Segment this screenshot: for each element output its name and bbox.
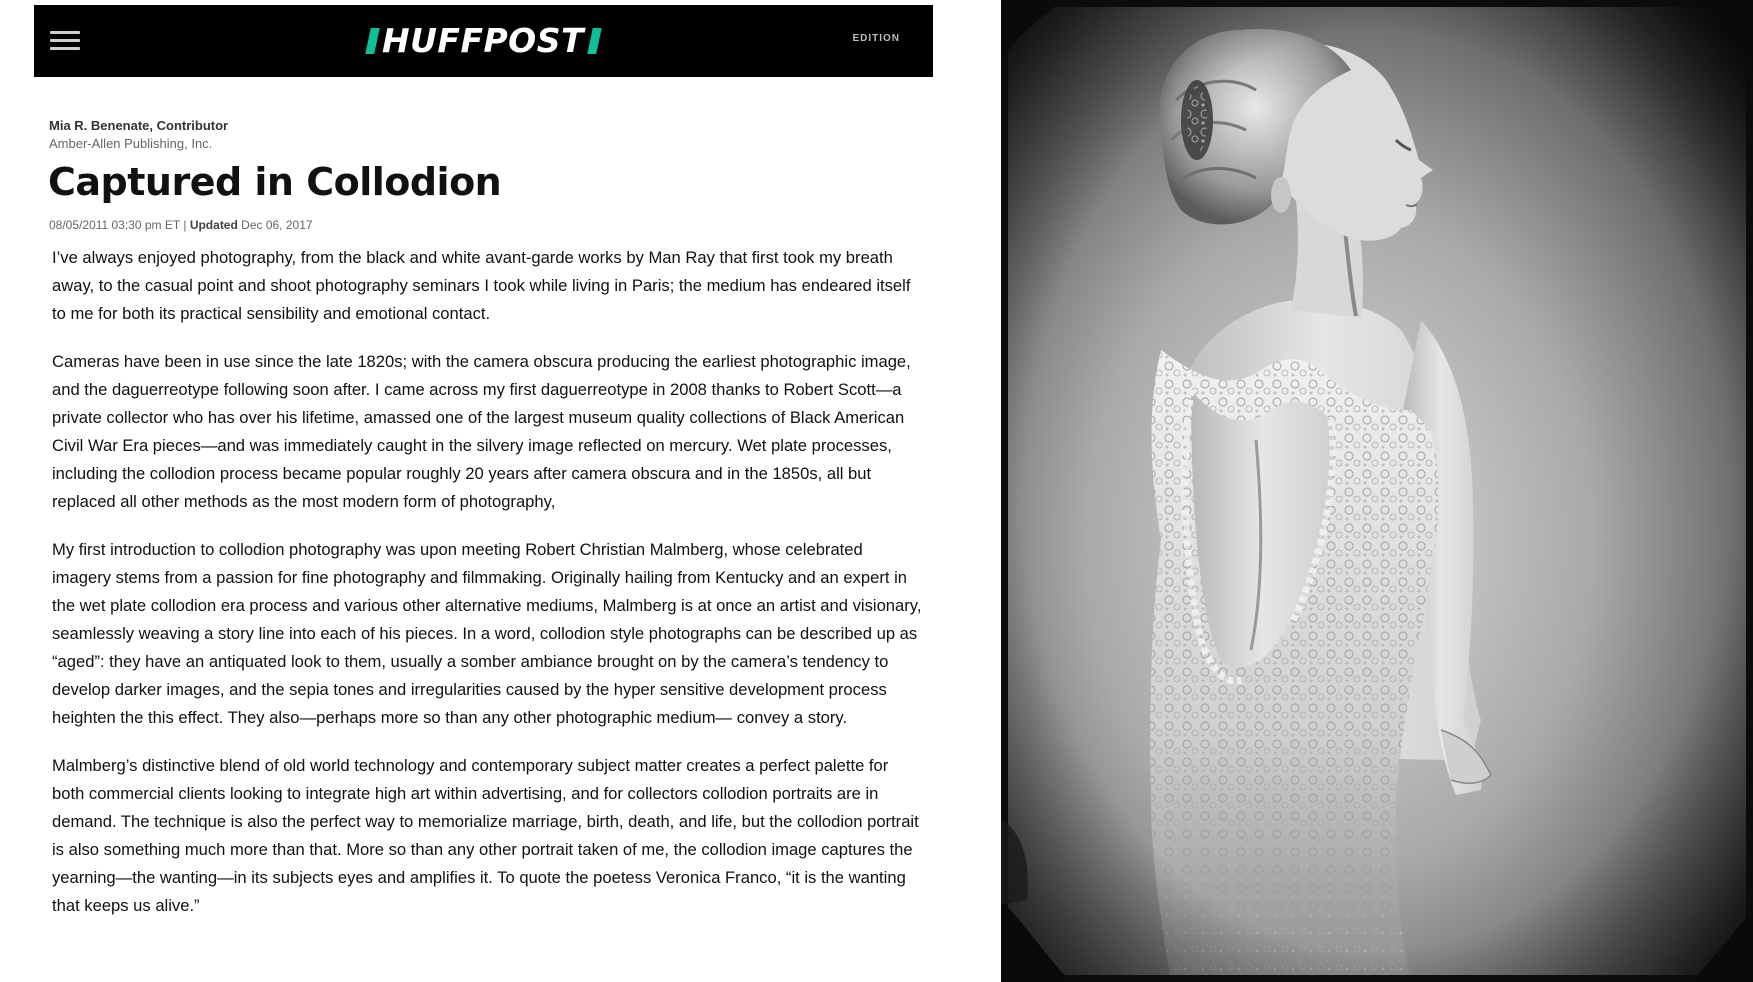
article-body bbox=[52, 244, 922, 940]
author-affiliation: Amber-Allen Publishing, Inc. bbox=[49, 136, 213, 151]
portrait-image bbox=[1001, 0, 1753, 982]
dateline-separator: | bbox=[183, 218, 187, 232]
collodion-portrait-photo bbox=[1001, 0, 1753, 982]
updated-date: Dec 06, 2017 bbox=[241, 218, 313, 232]
huffpost-logo[interactable] bbox=[368, 21, 599, 61]
logo-text: HUFFPOST bbox=[382, 21, 585, 60]
article-paragraph: My first introduction to collodion photography was upon meeting Robert Christian Malmberg, whose celebrated imagery stems from a passion for fine photography and filmmaking. Originally hailing from Kentucky and an expert in the wet plate collodion era process and various other alternative mediums, Malmberg is at once an artist and visionary, seamlessly weaving a story line into each of his pieces. In a word, collodion style photographs can be described up as “aged”: they have an antiquated look to them, usually a somber ambiance brought on by the camera’s tendency to develop darker images, and the sepia tones and irregularities caused by the hyper sensitive development process heighten the this effect. They also—perhaps more so than any other photographic medium— convey a story. bbox=[52, 540, 922, 727]
site-header bbox=[34, 5, 933, 77]
article-paragraph: Cameras have been in use since the late 1820s; with the camera obscura producing the earliest photographic image, and the daguerreotype following soon after. I came across my first daguerreotype in 2008 thanks to Robert Scott—a private collector who has over his lifetime, amassed one of the largest museum quality collections of Black American Civil War Era pieces—and was immediately caught in the silvery image reflected on mercury. Wet plate processes, including the collodion process became popular roughly 20 years after camera obscura and in the 1850s, all but replaced all other methods as the most modern form of photography, bbox=[52, 352, 911, 511]
updated-label: Updated bbox=[189, 218, 238, 232]
article-paragraph: Malmberg’s distinctive blend of old world technology and contemporary subject matter creates a perfect palette for both commercial clients looking to integrate high art within advertising, and for collectors collodion portraits are in demand. The technique is also the perfect way to memorialize marriage, birth, death, and life, but the collodion portrait is also something much more than that. More so than any other portrait taken of me, the collodion image captures the yearning—the wanting—in its subjects eyes and amplifies it. To quote the poetess Veronica Franco, “it is the wanting that keeps us alive.” bbox=[52, 756, 919, 915]
author-byline[interactable]: Mia R. Benenate, Contributor bbox=[49, 118, 229, 133]
edition-menu[interactable]: EDITION bbox=[852, 33, 900, 44]
article-dateline bbox=[49, 218, 313, 232]
article-paragraph: I’ve always enjoyed photography, from the black and white avant-garde works by Man Ray that first took my breath away, to the casual point and shoot photography seminars I took while living in Paris; the medium has endeared itself to me for both its practical sensibility and emotional contact. bbox=[52, 248, 911, 323]
hamburger-menu-icon[interactable] bbox=[50, 31, 80, 53]
article-title: Captured in Collodion bbox=[48, 160, 502, 204]
published-timestamp: 08/05/2011 03:30 pm ET bbox=[49, 218, 180, 232]
